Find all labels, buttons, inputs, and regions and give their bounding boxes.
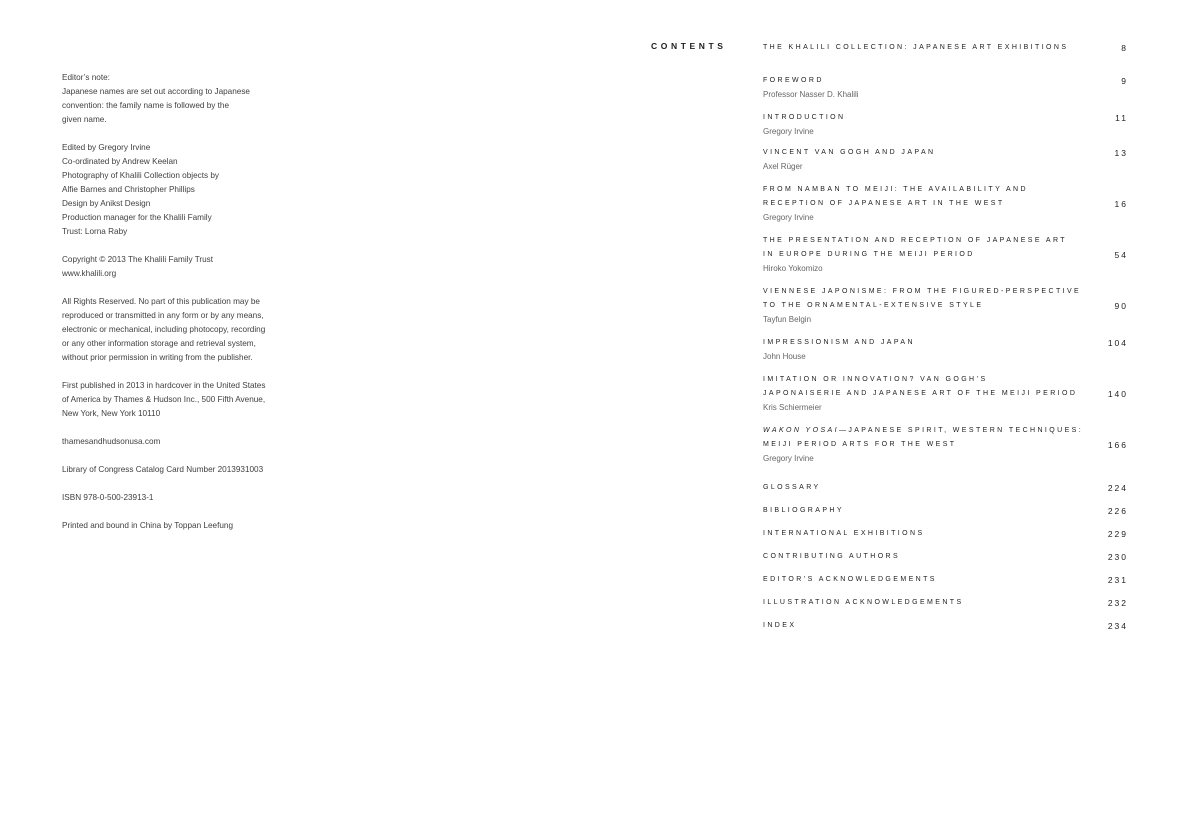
toc-entry-title: CONTRIBUTING AUTHORS: [763, 553, 901, 560]
printer-info: [62, 519, 272, 533]
toc-entry-author: Axel Rüger: [763, 162, 803, 171]
colophon-line: Printed and bound in China by Toppan Leefung: [62, 521, 234, 530]
toc-entry: [763, 373, 1128, 415]
toc-entry-title: RECEPTION OF JAPANESE ART IN THE WEST: [763, 200, 1005, 207]
toc-entry-page-number: 9: [1121, 76, 1128, 86]
toc-entry-author: Professor Nasser D. Khalili: [763, 90, 859, 99]
toc-entry-title: INTRODUCTION: [763, 114, 846, 121]
colophon-line: Design by Anikst Design: [62, 199, 151, 208]
right-page: [600, 0, 1200, 837]
colophon-line: Library of Congress Catalog Card Number 2013931003: [62, 465, 264, 474]
toc-entry-title: [763, 424, 1128, 438]
toc-entry-title: FOREWORD: [763, 77, 824, 84]
toc-entry-page-number: 231: [1107, 575, 1128, 585]
colophon-line: Production manager for the Khalili Family: [62, 213, 212, 222]
toc-entry-page-number: 8: [1121, 43, 1128, 53]
copyright: [62, 253, 272, 281]
toc-entry-title: MEIJI PERIOD ARTS FOR THE WEST: [763, 441, 957, 448]
toc-entry-author: Gregory Irvine: [763, 213, 814, 222]
toc-entry-title: THE PRESENTATION AND RECEPTION OF JAPANESE ART: [763, 237, 1067, 244]
toc-entry: [763, 336, 1128, 364]
toc-entry-title: BIBLIOGRAPHY: [763, 507, 844, 514]
toc-entry-page-number: 90: [1114, 301, 1128, 311]
toc-entry-page-number: 232: [1107, 598, 1128, 608]
toc-entry-author: Hiroko Yokomizo: [763, 264, 823, 273]
toc-entry-title: INTERNATIONAL EXHIBITIONS: [763, 530, 925, 537]
colophon-line: First published in 2013 in hardcover in the United States: [62, 381, 266, 390]
toc-entry-page-number: 226: [1107, 506, 1128, 516]
credits: [62, 141, 272, 239]
toc-entry-title: IN EUROPE DURING THE MEIJI PERIOD: [763, 251, 975, 258]
colophon-line: Alfie Barnes and Christopher Phillips: [62, 185, 195, 194]
toc-entry: [763, 481, 1128, 495]
toc-entry: [763, 619, 1128, 633]
colophon-line: www.khalili.org: [62, 269, 117, 278]
colophon-line: ISBN 978-0-500-23913-1: [62, 493, 154, 502]
toc-entry-title-text: —JAPANESE SPIRIT, WESTERN TECHNIQUES:: [838, 427, 1084, 434]
toc-entry-author: Kris Schiermeier: [763, 403, 822, 412]
toc-entry-page-number: 13: [1114, 148, 1128, 158]
toc-entry: [763, 424, 1128, 466]
toc-entry: [763, 146, 1128, 174]
toc-entry-page-number: 230: [1107, 552, 1128, 562]
publisher-website: [62, 435, 272, 449]
colophon-line: All Rights Reserved. No part of this publication may be: [62, 297, 260, 306]
colophon-line: given name.: [62, 115, 107, 124]
toc-entry: [763, 74, 1128, 102]
colophon-line: without prior permission in writing from the publisher.: [62, 353, 253, 362]
colophon-line: thamesandhudsonusa.com: [62, 437, 161, 446]
colophon-line: Edited by Gregory Irvine: [62, 143, 151, 152]
toc-entry: [763, 285, 1128, 327]
toc-entry-title: JAPONAISERIE AND JAPANESE ART OF THE MEIJI PERIOD: [763, 390, 1078, 397]
toc-entry-page-number: 140: [1107, 389, 1128, 399]
toc-entry-page-number: 234: [1107, 621, 1128, 631]
toc-entry-title: IMPRESSIONISM AND JAPAN: [763, 339, 915, 346]
toc-entry: [763, 527, 1128, 541]
toc-entry-page-number: 16: [1114, 199, 1128, 209]
toc-entry-title: VIENNESE JAPONISME: FROM THE FIGURED-PERSPECTIVE: [763, 288, 1082, 295]
toc-entry-title: THE KHALILI COLLECTION: JAPANESE ART EXHIBITIONS: [763, 44, 1069, 51]
toc-entry-page-number: 229: [1107, 529, 1128, 539]
colophon-line: reproduced or transmitted in any form or by any means,: [62, 311, 264, 320]
toc-entry-author: Tayfun Belgin: [763, 315, 812, 324]
colophon-line: Co-ordinated by Andrew Keelan: [62, 157, 178, 166]
colophon-line: Copyright © 2013 The Khalili Family Trust: [62, 255, 214, 264]
toc-entry: [763, 550, 1128, 564]
toc-entry-author: Gregory Irvine: [763, 454, 814, 463]
colophon: [62, 71, 272, 547]
isbn: [62, 491, 272, 505]
toc-entry: [763, 596, 1128, 610]
contents-heading: CONTENTS: [651, 41, 727, 51]
toc-entry-title: IMITATION OR INNOVATION? VAN GOGH’S: [763, 376, 988, 383]
toc-entry: [763, 183, 1128, 225]
toc-entry: [763, 111, 1128, 139]
toc-entry: [763, 504, 1128, 518]
toc-entry-title: ILLUSTRATION ACKNOWLEDGEMENTS: [763, 599, 964, 606]
toc-entry-title: EDITOR’S ACKNOWLEDGEMENTS: [763, 576, 937, 583]
toc-entry: [763, 41, 1128, 55]
colophon-line: Editor’s note:: [62, 73, 110, 82]
toc-entry-title: TO THE ORNAMENTAL-EXTENSIVE STYLE: [763, 302, 984, 309]
publication-info: [62, 379, 272, 421]
colophon-line: New York, New York 10110: [62, 409, 161, 418]
toc-entry-title: INDEX: [763, 622, 797, 629]
toc-entry-author: John House: [763, 352, 806, 361]
colophon-line: electronic or mechanical, including photocopy, recording: [62, 325, 266, 334]
toc-entry: [763, 573, 1128, 587]
toc-entry-author: Gregory Irvine: [763, 127, 814, 136]
colophon-line: or any other information storage and retrieval system,: [62, 339, 256, 348]
loc-number: [62, 463, 272, 477]
colophon-line: of America by Thames & Hudson Inc., 500 Fifth Avenue,: [62, 395, 266, 404]
toc-entry-page-number: 104: [1107, 338, 1128, 348]
toc-entry-page-number: 166: [1107, 440, 1128, 450]
toc-entry-page-number: 224: [1107, 483, 1128, 493]
toc-entry-title-italic: WAKON YOSAI: [763, 427, 839, 434]
editors-note: [62, 71, 272, 127]
rights-notice: [62, 295, 272, 365]
colophon-line: Trust: Lorna Raby: [62, 227, 128, 236]
toc-entry-title: FROM NAMBAN TO MEIJI: THE AVAILABILITY AND: [763, 186, 1028, 193]
colophon-line: Photography of Khalili Collection objects by: [62, 171, 220, 180]
toc-entry-page-number: 54: [1114, 250, 1128, 260]
toc-entry: [763, 234, 1128, 276]
toc-entry-title: VINCENT VAN GOGH AND JAPAN: [763, 149, 936, 156]
toc-entry-page-number: 11: [1115, 113, 1128, 123]
colophon-line: convention: the family name is followed by the: [62, 101, 230, 110]
colophon-line: Japanese names are set out according to Japanese: [62, 87, 250, 96]
toc-entry-title: GLOSSARY: [763, 484, 821, 491]
